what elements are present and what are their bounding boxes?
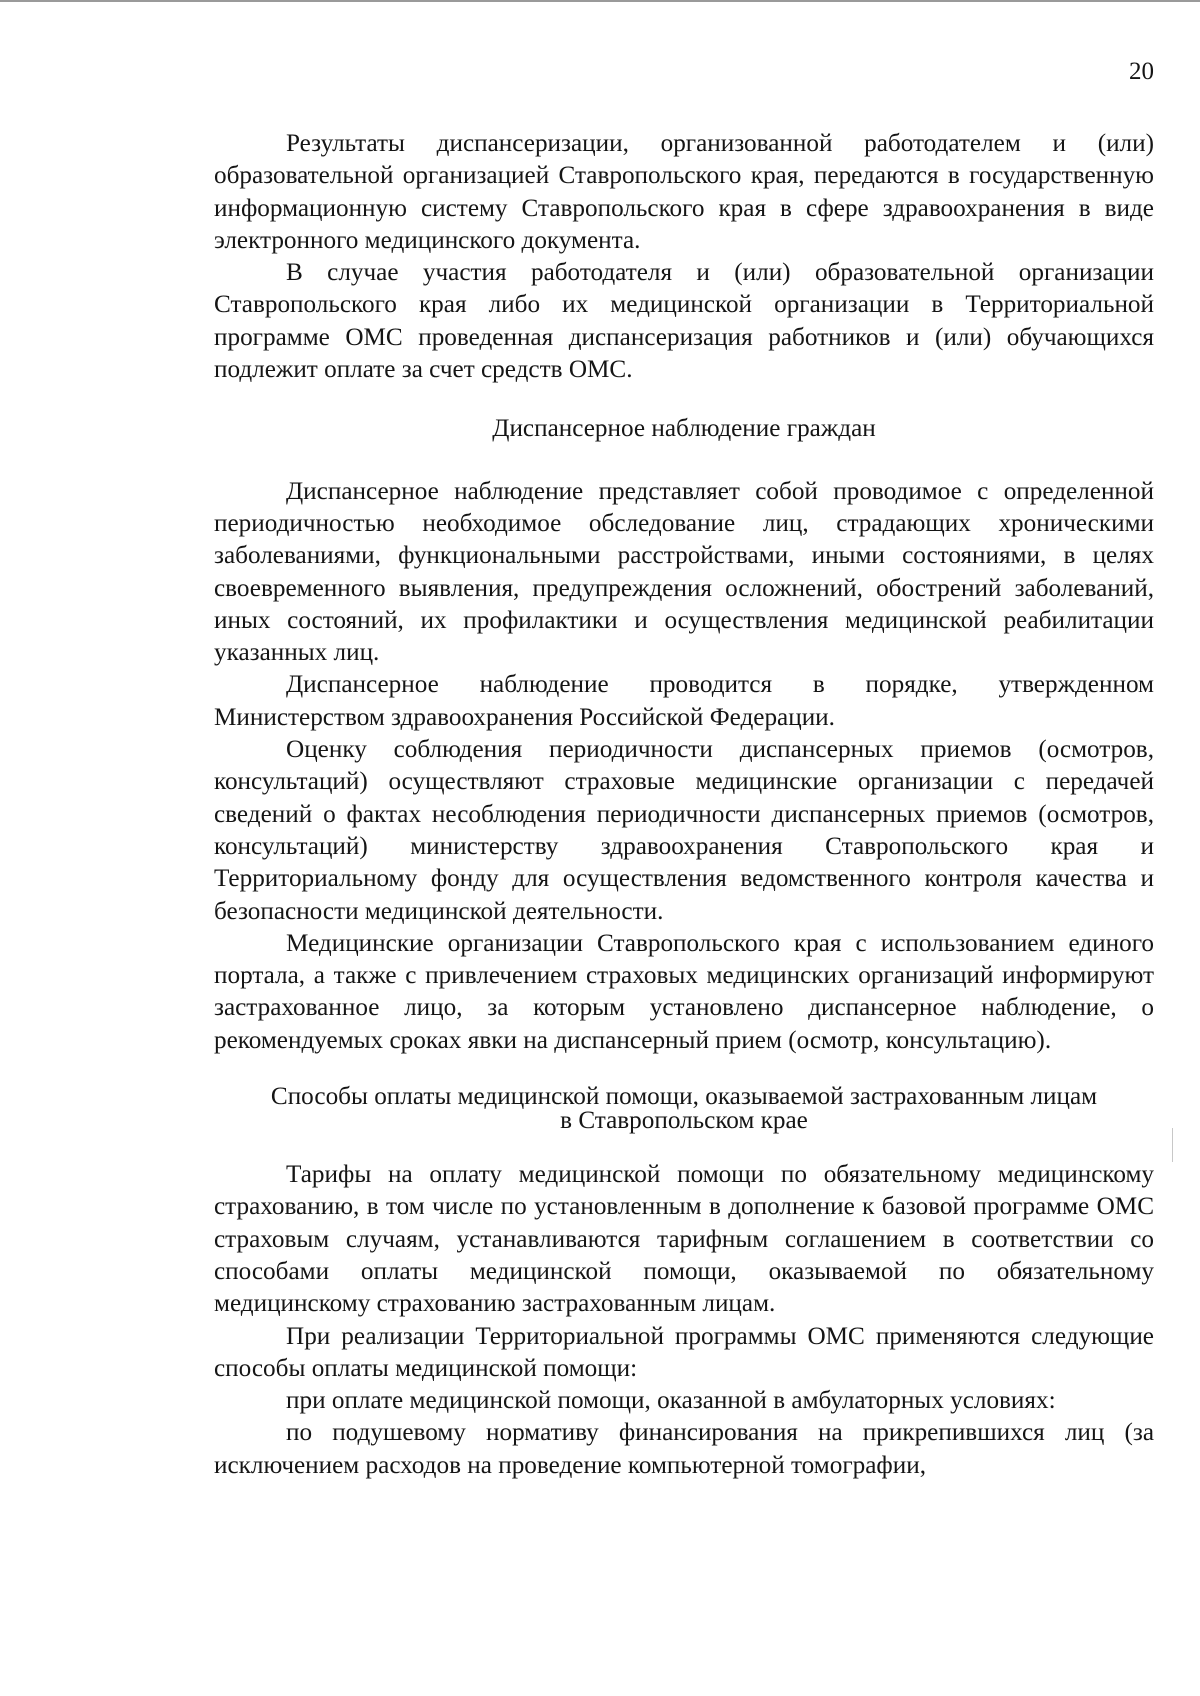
paragraph-observation-definition: Диспансерное наблюдение представляет собой проводимое с определенной периодичностью необходимое обследование лиц, страдающих хроническими заболеваниями, функциональными расстройствами, иными состояниями, в целях своевременного выявления, предупреждения осложнений, обострений заболеваний, иных состояний, их профилактики и осуществления медицинской реабилитации указанных лиц.: [214, 477, 1154, 667]
page-top-edge: [0, 0, 1200, 2]
section-heading-payment-methods-line1: Способы оплаты медицинской помощи, оказываемой застрахованным лицам: [270, 1083, 1098, 1111]
paragraph-employer-participation: В случае участия работодателя и (или) образовательной организации Ставропольского края либо их медицинской организации в Территориальной программе ОМС проведенная диспансеризация работников и (или) обучающихся подлежит оплате за счет средств ОМС.: [214, 259, 1154, 384]
paragraph-tariffs: Тарифы на оплату медицинской помощи по обязательному медицинскому страхованию, в том числе по установленным в дополнение к базовой программе ОМС страховым случаям, устанавливаются тарифным соглашением в соответствии со способами оплаты медицинской помощи, оказываемой по обязательному медицинскому страхованию застрахованным лицам.: [214, 1161, 1154, 1318]
paragraph-payment-methods-intro: При реализации Территориальной программы ОМС применяются следующие способы оплаты медицинской помощи:: [214, 1322, 1154, 1382]
section-heading-payment-methods: [214, 1085, 1154, 1133]
paragraph-periodicity-assessment: Оценку соблюдения периодичности диспансерных приемов (осмотров, консультаций) осуществляют страховые медицинские организации с передачей сведений о фактах несоблюдения периодичности диспансерных приемов (осмотров, консультаций) министерству здравоохранения Ставропольского края и Территориальному фонду для осуществления ведомственного контроля качества и безопасности медицинской деятельности.: [214, 736, 1154, 925]
scan-artifact-mark: [1172, 1128, 1173, 1162]
section-heading-payment-methods-line2: в Ставропольском крае: [560, 1107, 808, 1135]
section-heading-dispensary-observation: Диспансерное наблюдение граждан: [492, 415, 876, 443]
paragraph-dispanserization-results: Результаты диспансеризации, организованной работодателем и (или) образовательной организацией Ставропольского края, передаются в государственную информационную систему Ставропольского края в сфере здравоохранения в виде электронного медицинского документа.: [214, 130, 1154, 254]
document-body: [214, 128, 1154, 1482]
paragraph-observation-procedure: Диспансерное наблюдение проводится в порядке, утвержденном Министерством здравоохранения Российской Федерации.: [214, 671, 1154, 731]
paragraph-outpatient-payment: при оплате медицинской помощи, оказанной в амбулаторных условиях:: [286, 1387, 1056, 1415]
paragraph-per-capita-standard: по подушевому нормативу финансирования на прикрепившихся лиц (за исключением расходов на проведение компьютерной томографии,: [214, 1419, 1154, 1479]
paragraph-patient-informing: Медицинские организации Ставропольского края с использованием единого портала, а также с привлечением страховых медицинских организаций информируют застрахованное лицо, за которым установлено диспансерное наблюдение, о рекомендуемых сроках явки на диспансерный прием (осмотр, консультацию).: [214, 929, 1154, 1054]
page-number: 20: [1129, 58, 1154, 85]
